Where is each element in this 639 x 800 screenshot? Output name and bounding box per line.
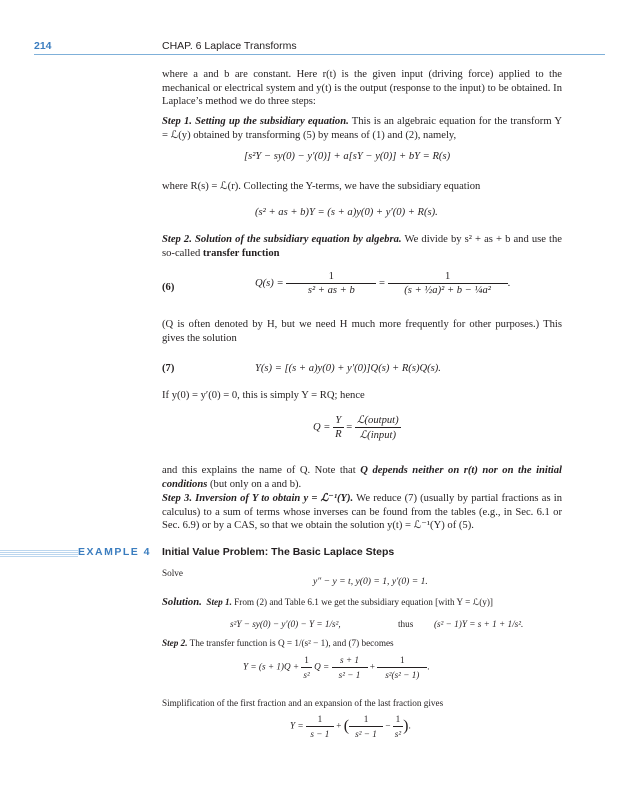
- fraction-2: $\frac{1}{\text{(s + ½a)² + b − ¼a²}}$: [388, 271, 508, 296]
- solution-equation-7: Y(s) = [(s + a)y(0) + y′(0)]Q(s) + R(s)Q(s).: [255, 363, 441, 374]
- intro-paragraph: where a and b are constant. Here r(t) is the given input (driving force) applied to the mechanical or electrical system and y(t) is the output (response to the input) to be obtained. In Laplace’s method we do three steps:: [162, 69, 562, 108]
- eq-number-6: (6): [162, 282, 175, 293]
- problem-equation: y″ − y = t, y(0) = 1, y′(0) = 1.: [313, 576, 428, 587]
- solve-label: Solve: [162, 568, 183, 578]
- step1-paragraph: [162, 115, 562, 142]
- solution-step2: Step 2. The transfer function is Q = 1/(s² − 1), and (7) becomes: [162, 638, 394, 648]
- transformed-Y-equation: Y = (s + 1)Q + $\frac{1}{\text{s²}}$ Q = $\frac{s + 1}{\text{s² − 1}}$ + $\frac{1}{\text{s²(s² − 1)}}$ .: [243, 655, 430, 680]
- example-bar: [0, 549, 78, 557]
- example-title: Initial Value Problem: The Basic Laplace Steps: [162, 546, 395, 558]
- solution-step1: Solution. Step 1. From (2) and Table 6.1 we get the subsidiary equation [with Y = ℒ(y)]: [162, 597, 493, 608]
- eq-number-7: (7): [162, 363, 175, 374]
- step1-title: Step 1. Setting up the subsidiary equation.: [162, 116, 349, 127]
- step2-text3: If y(0) = y′(0) = 0, this is simply Y = RQ; hence: [162, 390, 365, 401]
- transfer-function-equation: Q(s) = $\frac{1}{\text{s² + as + b}}$ = $\frac{1}{\text{(s + ½a)² + b − ¼a²}}$ .: [255, 271, 511, 296]
- step3-paragraph: [162, 492, 562, 533]
- q-ratio-equation: Q = $\frac{Y}{R}$ = $\frac{\text{ℒ(output)}}{\text{ℒ(input)}}$: [313, 415, 399, 441]
- q-ratio-lhs: Q =: [313, 421, 331, 433]
- final-Y-equation: Y = $\frac{1}{s - 1}$ + ( $\frac{1}{\text{s² − 1}}$ − $\frac{1}{\text{s²}}$ ).: [290, 714, 411, 739]
- q-ratio-frac1: $\frac{Y}{R}$: [335, 415, 342, 440]
- equation-step1: [s²Y − sy(0) − y′(0)] + a[sY − y(0)] + bY = R(s): [244, 151, 451, 162]
- header-rule: [34, 54, 605, 55]
- example-subsidiary-left: s²Y − sy(0) − y′(0) − Y = 1/s²,: [230, 619, 341, 629]
- example-label: EXAMPLE 4: [78, 546, 152, 558]
- step3-title: Step 3. Inversion of Y to obtain y = ℒ⁻¹(Y).: [162, 493, 354, 504]
- subsidiary-equation: (s² + as + b)Y = (s + a)y(0) + y′(0) + R(s).: [255, 207, 438, 218]
- chapter-title: CHAP. 6 Laplace Transforms: [162, 40, 297, 52]
- step2-text: We divide by s² + as + b and use the so-called: [162, 234, 562, 259]
- step2-text4: and this explains the name of Q. Note that Q depends neither on r(t) nor on the initial conditions (but only on a and b).: [162, 465, 562, 490]
- step3-text: We reduce (7) (usually by partial fractions as in calculus) to a sum of terms whose inverses can be found from the tables (e.g., in Sec. 6.1 or Sec. 6.9) or by a CAS, so that we obtain the solution y(t) = ℒ⁻¹(Y) of (5).: [162, 493, 562, 532]
- q-ratio-frac2: $\frac{\text{ℒ(output)}}{\text{ℒ(input)}}$: [356, 415, 399, 441]
- transfer-function-term: transfer function: [202, 247, 280, 259]
- simplification-text: Simplification of the first fraction and an expansion of the last fraction gives: [162, 698, 444, 708]
- step2-paragraph: [162, 233, 562, 260]
- q-lhs: Q(s) =: [255, 277, 284, 289]
- step1-text: This is an algebraic equation for the transform Y = ℒ(y) obtained by transforming (5) by means of (1) and (2), namely,: [162, 116, 562, 141]
- thus-word: thus: [398, 619, 414, 629]
- step2-title: Step 2. Solution of the subsidiary equation by algebra.: [162, 234, 402, 245]
- step2-text2: (Q is often denoted by H, but we need H much more frequently for other purposes.) This gives the solution: [162, 319, 562, 344]
- page-number: 214: [34, 40, 52, 52]
- fraction-1: $\frac{1}{\text{s² + as + b}}$: [286, 271, 376, 296]
- example-subsidiary-right: (s² − 1)Y = s + 1 + 1/s².: [434, 619, 524, 629]
- step1-text2: where R(s) = ℒ(r). Collecting the Y-terms, we have the subsidiary equation: [162, 181, 481, 192]
